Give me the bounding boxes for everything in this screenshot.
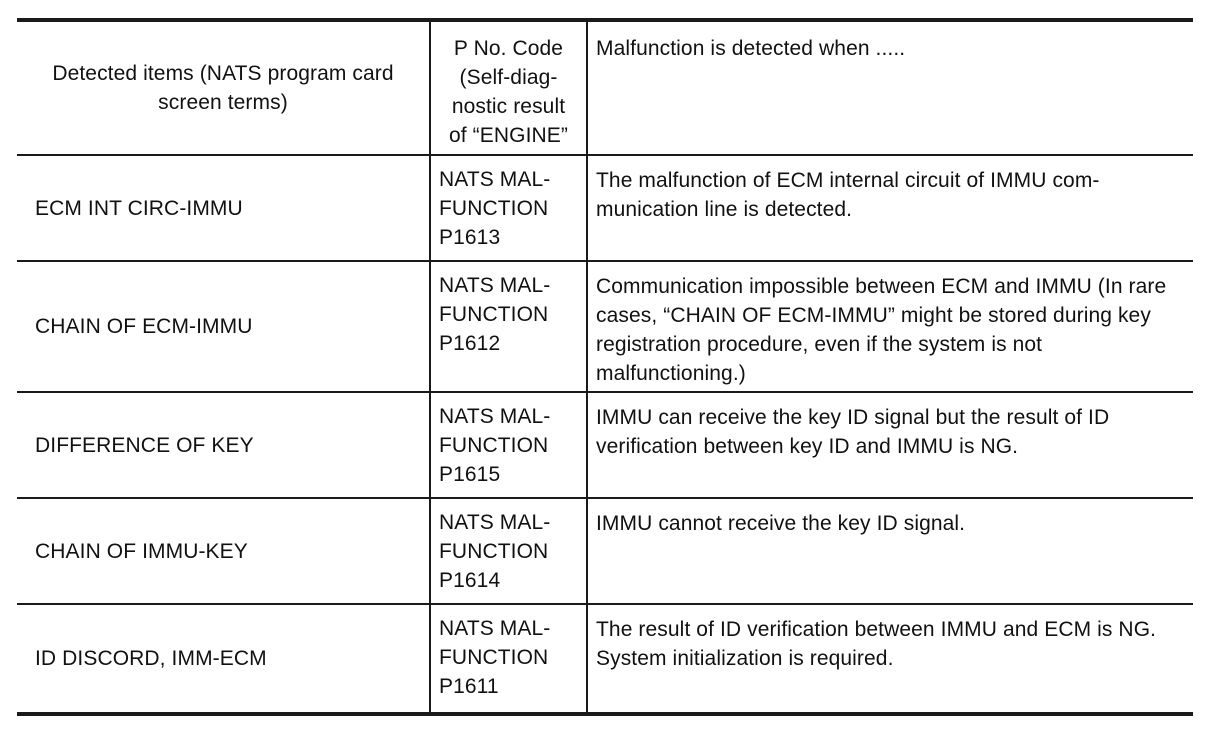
- table-row: [17, 261, 1193, 392]
- detected-item-cell: ECM INT CIRC-IMMU: [35, 196, 243, 220]
- code-number: P1614: [439, 569, 501, 592]
- table-row: [17, 498, 1193, 604]
- code-cell: [430, 261, 587, 392]
- table-row: [17, 392, 1193, 498]
- detected-item-cell: ID DISCORD, IMM-ECM: [35, 647, 267, 670]
- code-number: P1613: [439, 226, 501, 249]
- code-line: FUNCTION: [439, 197, 549, 220]
- header-code: [430, 20, 587, 155]
- header-code-line: P No. Code: [453, 37, 564, 60]
- detected-item-cell: CHAIN OF IMMU-KEY: [35, 539, 248, 563]
- header-code-line: (Self-diag-: [459, 66, 558, 89]
- table-header: [17, 20, 1193, 155]
- code-cell: [430, 498, 587, 604]
- code-line: FUNCTION: [439, 540, 549, 563]
- code-cell: [430, 155, 587, 261]
- code-line: NATS MAL-: [439, 405, 551, 428]
- code-number: P1611: [439, 675, 499, 698]
- condition-cell: IMMU can receive the key ID signal but the result of ID verification between key ID and IMMU is NG.: [596, 406, 1110, 458]
- header-code-line: of “ENGINE”: [449, 124, 568, 147]
- code-number: P1615: [439, 463, 501, 486]
- table-row: [17, 604, 1193, 714]
- header-detected-items: Detected items (NATS program card screen terms): [52, 62, 394, 114]
- header-code-line: nostic result: [451, 95, 566, 118]
- code-cell: [430, 604, 587, 714]
- condition-cell: The malfunction of ECM internal circuit of IMMU com-munication line is detected.: [596, 169, 1100, 221]
- code-line: NATS MAL-: [439, 617, 551, 640]
- detected-item-cell: CHAIN OF ECM-IMMU: [35, 315, 253, 338]
- code-line: FUNCTION: [439, 646, 549, 669]
- table-row: [17, 155, 1193, 261]
- code-cell: [430, 392, 587, 498]
- header-condition: Malfunction is detected when .....: [596, 37, 906, 60]
- code-line: FUNCTION: [439, 303, 549, 326]
- condition-cell: Communication impossible between ECM and IMMU (In rare cases, “CHAIN OF ECM-IMMU” might be stored during key registration procedure, even if the system is not malfunctioning.): [596, 275, 1167, 385]
- detected-item-cell: DIFFERENCE OF KEY: [35, 433, 254, 457]
- condition-cell: IMMU cannot receive the key ID signal.: [596, 512, 966, 535]
- code-line: NATS MAL-: [439, 511, 551, 534]
- code-number: P1612: [439, 332, 501, 355]
- code-line: NATS MAL-: [439, 274, 551, 297]
- header-row: [17, 20, 1193, 155]
- condition-cell: The result of ID verification between IMMU and ECM is NG. System initialization is required.: [596, 618, 1157, 670]
- code-line: NATS MAL-: [439, 168, 551, 191]
- table-body: [17, 155, 1193, 714]
- code-line: FUNCTION: [439, 434, 549, 457]
- nats-diagnostic-table: [17, 18, 1193, 716]
